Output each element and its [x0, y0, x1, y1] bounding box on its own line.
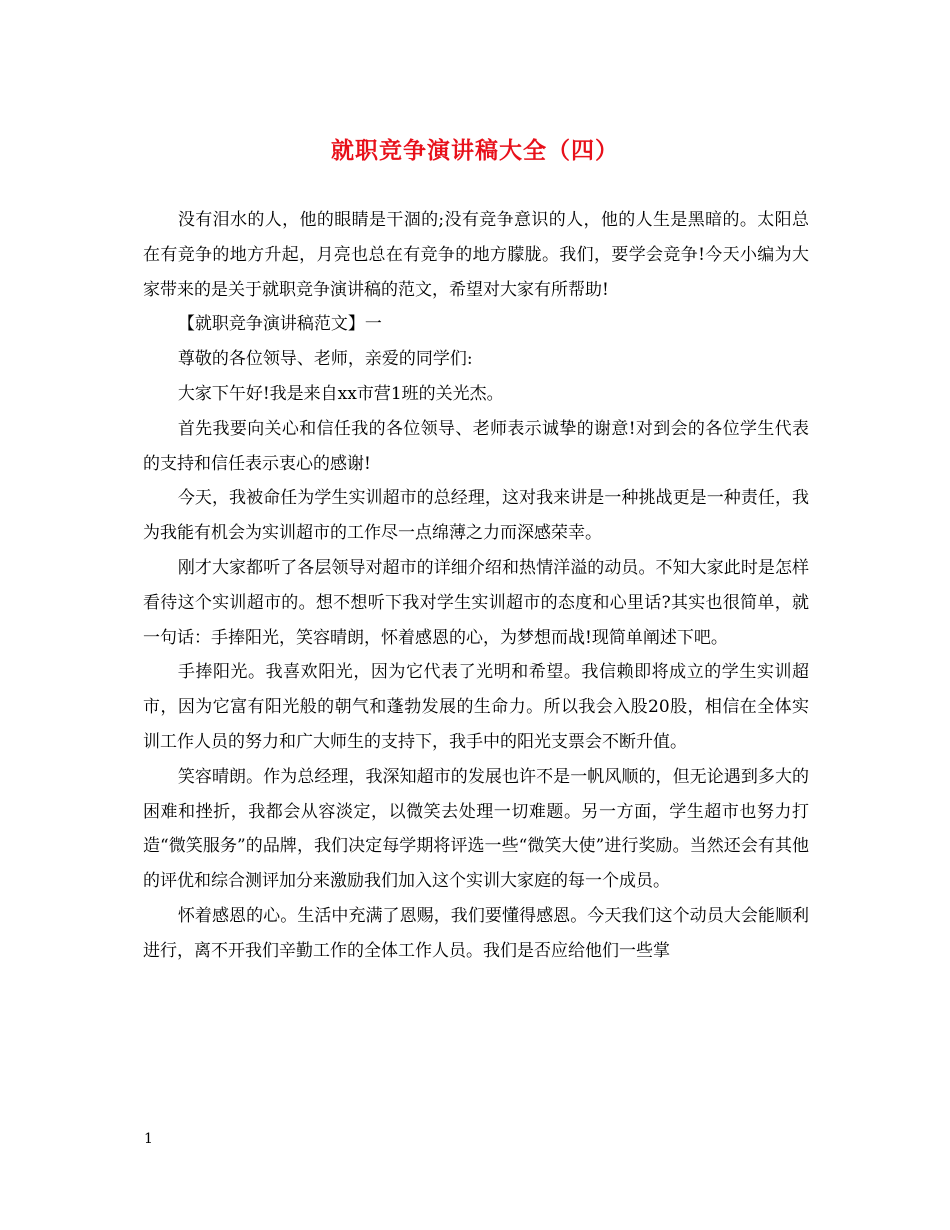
paragraph-thanks: 首先我要向关心和信任我的各位领导、老师表示诚挚的谢意!对到会的各位学生代表的支持和信任表示衷心的感谢! — [143, 418, 809, 474]
paragraph-greeting: 大家下午好!我是来自xx市营1班的关光杰。 — [177, 383, 504, 404]
page-number: 1 — [144, 1131, 153, 1147]
paragraph-smile: 笑容晴朗。作为总经理，我深知超市的发展也许不是一帆风顺的，但无论遇到多大的困难和挫折，我都会从容淡定，以微笑去处理一切难题。另一方面，学生超市也努力打造“微笑服务”的品牌，我们决定每学期将评选一些“微笑大使”进行奖励。当然还会有其他的评优和综合测评加分来激励我们加入这个实训大家庭的每一个成员。 — [143, 766, 809, 892]
paragraph-gratitude: 怀着感恩的心。生活中充满了恩赐，我们要懂得感恩。今天我们这个动员大会能顺利进行，离不开我们辛勤工作的全体工作人员。我们是否应给他们一些掌 — [143, 905, 809, 961]
paragraph-sunshine: 手捧阳光。我喜欢阳光，因为它代表了光明和希望。我信赖即将成立的学生实训超市，因为它富有阳光般的朝气和蓬勃发展的生命力。所以我会入股20股，相信在全体实训工作人员的努力和广大师生的支持下，我手中的阳光支票会不断升值。 — [143, 662, 809, 752]
paragraph-appointment: 今天，我被命任为学生实训超市的总经理，这对我来讲是一种挑战更是一种责任，我为我能有机会为实训超市的工作尽一点绵薄之力而深感荣幸。 — [143, 488, 809, 544]
paragraph-section-heading: 【就职竞争演讲稿范文】一 — [177, 314, 382, 335]
paragraph-intro: 没有泪水的人，他的眼睛是干涸的;没有竞争意识的人，他的人生是黑暗的。太阳总在有竞争的地方升起，月亮也总在有竞争的地方朦胧。我们，要学会竞争!今天小编为大家带来的是关于就职竞争演讲稿的范文，希望对大家有所帮助! — [143, 210, 809, 300]
paragraph-salutation: 尊敬的各位领导、老师，亲爱的同学们: — [177, 349, 473, 370]
document-body — [143, 203, 809, 969]
paragraph-motto: 刚才大家都听了各层领导对超市的详细介绍和热情洋溢的动员。不知大家此时是怎样看待这个实训超市的。想不想听下我对学生实训超市的态度和心里话?其实也很简单，就一句话：手捧阳光，笑容晴朗，怀着感恩的心，为梦想而战!现简单阐述下吧。 — [143, 557, 809, 648]
document-title: 就职竞争演讲稿大全（四） — [331, 137, 619, 164]
